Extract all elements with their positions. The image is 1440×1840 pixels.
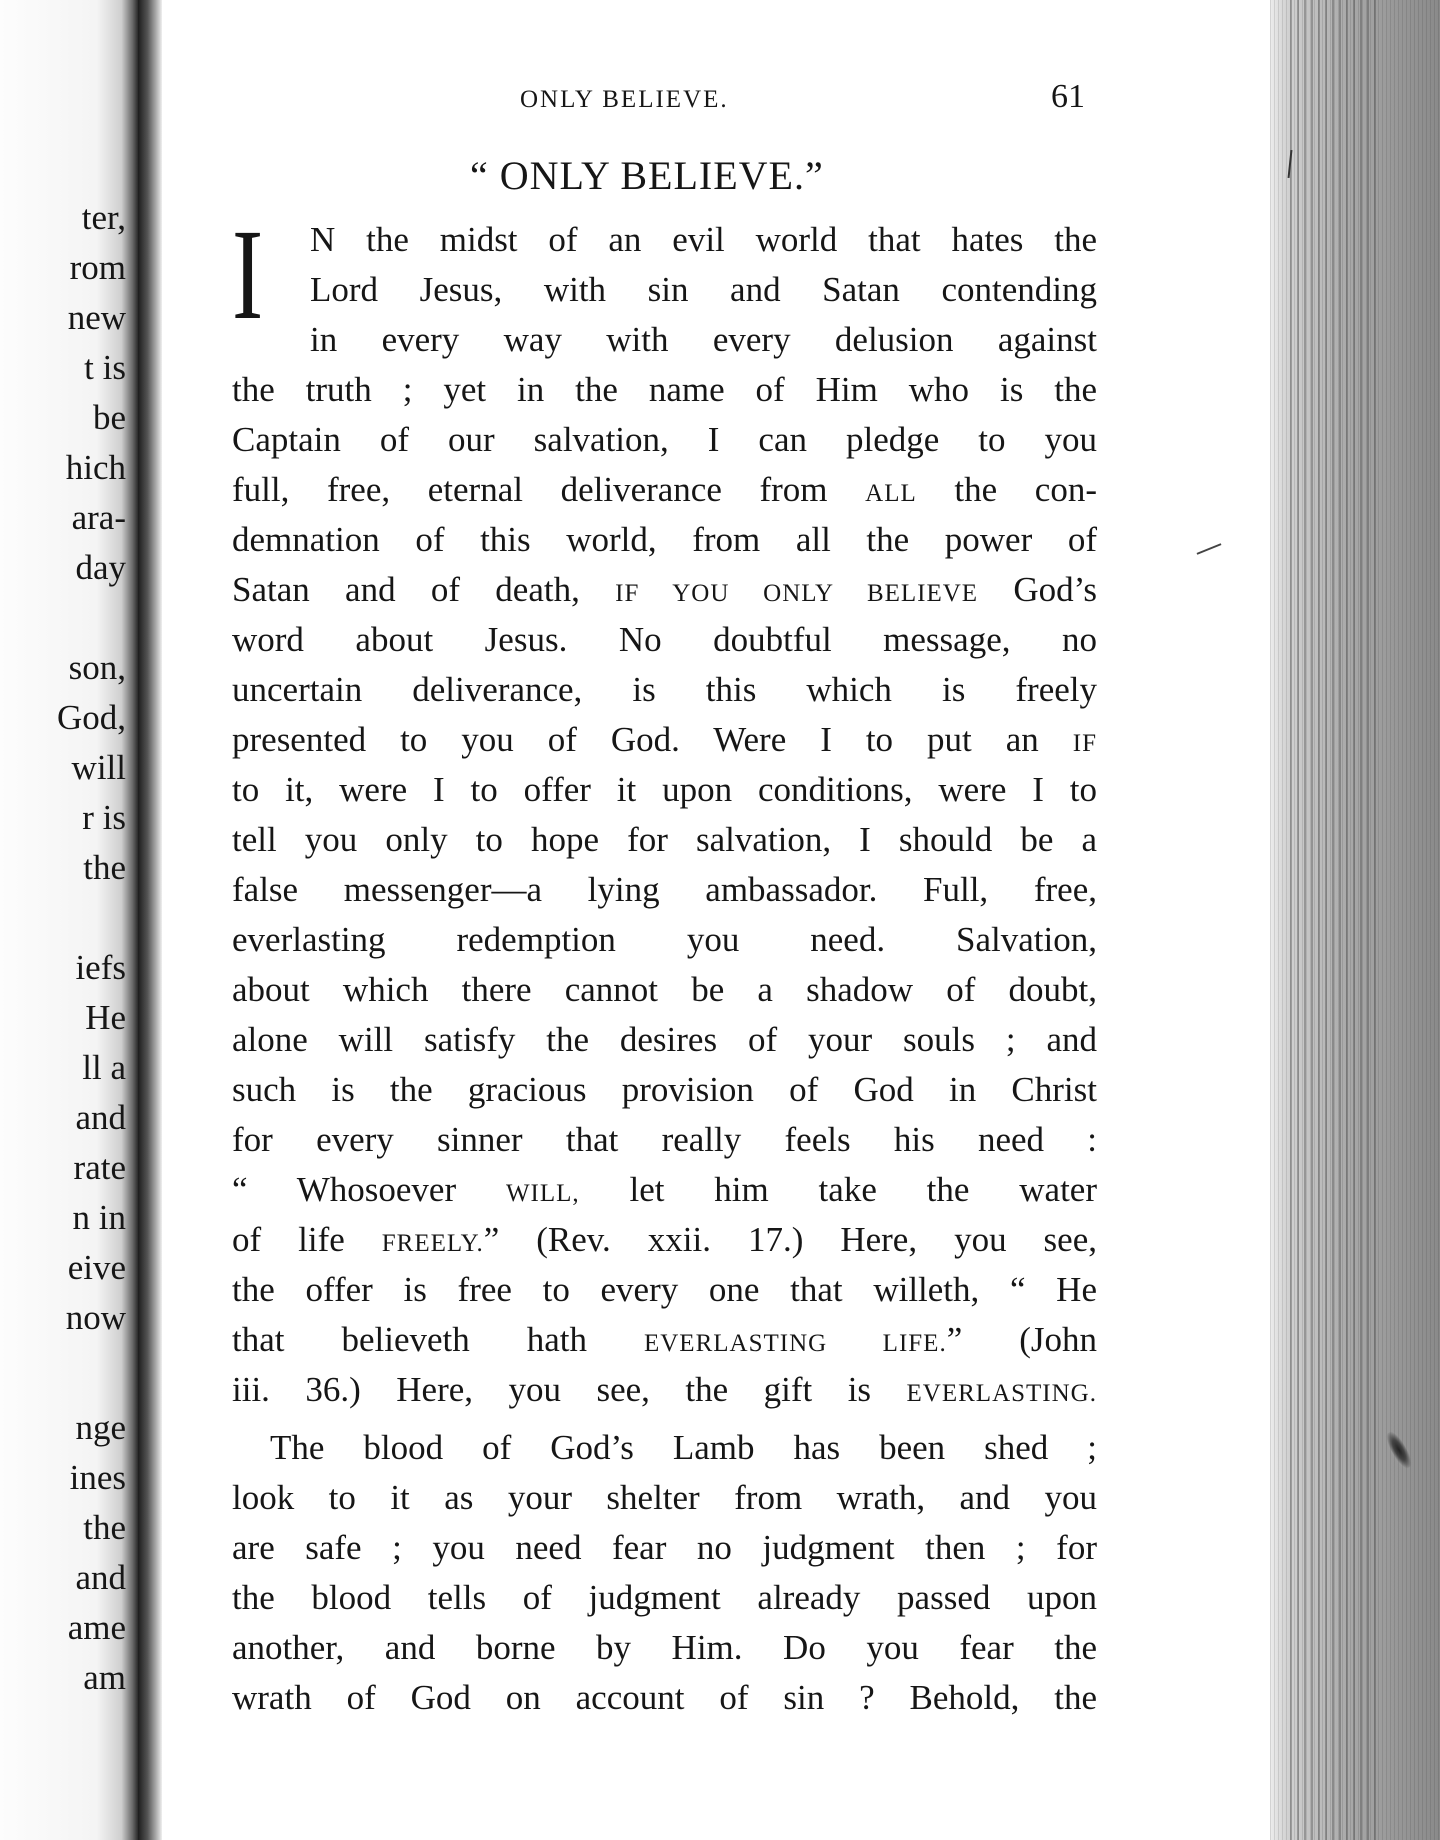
text-segment: to it, were I to offer it upon conditions, were I to xyxy=(232,770,1097,809)
text-line xyxy=(232,1630,1097,1665)
left-page-word: and xyxy=(75,1098,126,1137)
text-line xyxy=(232,372,1097,407)
text-segment: look to it as your shelter from wrath, and you xyxy=(232,1478,1097,1517)
text-line xyxy=(232,1272,1097,1307)
left-page-word: be xyxy=(92,398,126,437)
text-line xyxy=(232,1322,1097,1357)
text-segment: IF xyxy=(1072,730,1097,757)
left-page-word: ll a xyxy=(82,1048,126,1087)
text-segment: uncertain deliverance, is this which is freely xyxy=(232,670,1097,709)
text-segment: demnation of this world, from all the power of xyxy=(232,520,1097,559)
text-segment: wrath of God on account of sin ? Behold, the xyxy=(232,1678,1097,1717)
left-page-word: will xyxy=(71,748,126,787)
text-line xyxy=(232,1530,1097,1565)
text-segment: full, free, eternal deliverance from xyxy=(232,470,866,509)
text-segment: the truth ; yet in the name of Him who is the xyxy=(232,370,1097,409)
text-segment: for every sinner that really feels his need : xyxy=(232,1120,1097,1159)
text-line xyxy=(232,1072,1097,1107)
text-segment: of life xyxy=(232,1220,382,1259)
text-line xyxy=(232,672,1097,707)
text-segment: IF YOU ONLY BELIEVE xyxy=(615,580,979,607)
text-segment: alone will satisfy the desires of your souls ; and xyxy=(232,1020,1097,1059)
text-segment: presented to you of God. Were I to put an xyxy=(232,720,1073,759)
text-segment: WILL, xyxy=(505,1180,580,1207)
text-segment: let him take the water xyxy=(579,1170,1097,1209)
text-line xyxy=(232,722,1097,757)
text-line xyxy=(232,572,1097,607)
text-segment: Satan and of death, xyxy=(232,570,616,609)
left-page-word: and xyxy=(75,1558,126,1597)
text-segment: N the midst of an evil world that hates the xyxy=(310,220,1097,259)
left-page-word: son, xyxy=(68,648,126,687)
text-segment: God’s xyxy=(978,570,1097,609)
text-segment: the offer is free to every one that willeth, “ He xyxy=(232,1270,1097,1309)
text-segment: Lord Jesus, with sin and Satan contending xyxy=(310,270,1097,309)
left-page-word: rate xyxy=(73,1148,126,1187)
book-gutter xyxy=(138,0,162,1840)
text-segment: Captain of our salvation, I can pledge to you xyxy=(232,420,1097,459)
text-line xyxy=(232,1022,1097,1057)
text-line xyxy=(310,322,1097,357)
text-segment: EVERLASTING. xyxy=(906,1380,1097,1407)
left-page-word: am xyxy=(83,1658,126,1697)
text-line xyxy=(232,772,1097,807)
page-number: 61 xyxy=(1051,78,1085,115)
text-segment: iii. 36.) Here, you see, the gift is xyxy=(232,1370,907,1409)
text-segment: ” (Rev. xxii. 17.) Here, you see, xyxy=(483,1220,1097,1259)
text-segment: ” (John xyxy=(946,1320,1097,1359)
text-segment: The blood of God’s Lamb has been shed ; xyxy=(270,1428,1097,1467)
text-line xyxy=(232,972,1097,1007)
text-line xyxy=(232,522,1097,557)
left-page-word: nge xyxy=(75,1408,126,1447)
text-segment: another, and borne by Him. Do you fear the xyxy=(232,1628,1097,1667)
drop-cap: I xyxy=(232,203,264,347)
text-line xyxy=(232,622,1097,657)
text-line xyxy=(232,472,1097,507)
text-line xyxy=(232,922,1097,957)
text-segment: “ Whosoever xyxy=(232,1170,506,1209)
text-segment: false messenger—a lying ambassador. Full, free, xyxy=(232,870,1097,909)
text-line xyxy=(310,272,1097,307)
left-page-word: eive xyxy=(67,1248,126,1287)
text-line xyxy=(232,1372,1097,1407)
text-segment: tell you only to hope for salvation, I should be a xyxy=(232,820,1097,859)
left-page-word: new xyxy=(67,298,126,337)
left-page-word: the xyxy=(83,848,126,887)
left-page-word: hich xyxy=(65,448,126,487)
text-segment: EVERLASTING LIFE. xyxy=(643,1330,947,1357)
left-page-word: ines xyxy=(69,1458,126,1497)
text-line xyxy=(232,1172,1097,1207)
text-segment: such is the gracious provision of God in Christ xyxy=(232,1070,1097,1109)
left-page-word: ame xyxy=(67,1608,126,1647)
page-edge-lines xyxy=(1290,0,1380,1840)
left-page-word: now xyxy=(65,1298,126,1337)
text-segment: the blood tells of judgment already passed upon xyxy=(232,1578,1097,1617)
text-line xyxy=(232,1580,1097,1615)
left-page-word: ara- xyxy=(71,498,126,537)
text-line xyxy=(232,872,1097,907)
left-page-fragment xyxy=(0,0,138,1840)
text-line xyxy=(310,222,1097,257)
left-page-word: r is xyxy=(82,798,126,837)
left-page-word: day xyxy=(75,548,126,587)
text-segment: in every way with every delusion against xyxy=(310,320,1097,359)
text-segment: ALL xyxy=(865,480,917,507)
text-segment: are safe ; you need fear no judgment then ; for xyxy=(232,1528,1097,1567)
left-page-word: t is xyxy=(84,348,126,387)
chapter-title: “ ONLY BELIEVE.” xyxy=(470,153,824,198)
left-page-word: God, xyxy=(56,698,126,737)
left-page-word: ter, xyxy=(81,198,126,237)
text-segment: FREELY. xyxy=(381,1230,484,1257)
left-page-word: He xyxy=(85,998,126,1037)
text-segment: everlasting redemption you need. Salvation, xyxy=(232,920,1097,959)
text-line xyxy=(232,1680,1097,1715)
left-page-word: rom xyxy=(69,248,126,287)
text-segment: word about Jesus. No doubtful message, no xyxy=(232,620,1097,659)
text-line xyxy=(232,822,1097,857)
text-line xyxy=(232,422,1097,457)
text-segment: the con- xyxy=(916,470,1097,509)
text-line xyxy=(232,1222,1097,1257)
text-line xyxy=(270,1430,1097,1465)
text-line xyxy=(232,1480,1097,1515)
text-segment: that believeth hath xyxy=(232,1320,644,1359)
text-segment: about which there cannot be a shadow of doubt, xyxy=(232,970,1097,1009)
left-page-word: n in xyxy=(72,1198,126,1237)
text-line xyxy=(232,1122,1097,1157)
left-page-word: iefs xyxy=(75,948,126,987)
running-head: ONLY BELIEVE. xyxy=(520,86,729,113)
left-page-word: the xyxy=(83,1508,126,1547)
